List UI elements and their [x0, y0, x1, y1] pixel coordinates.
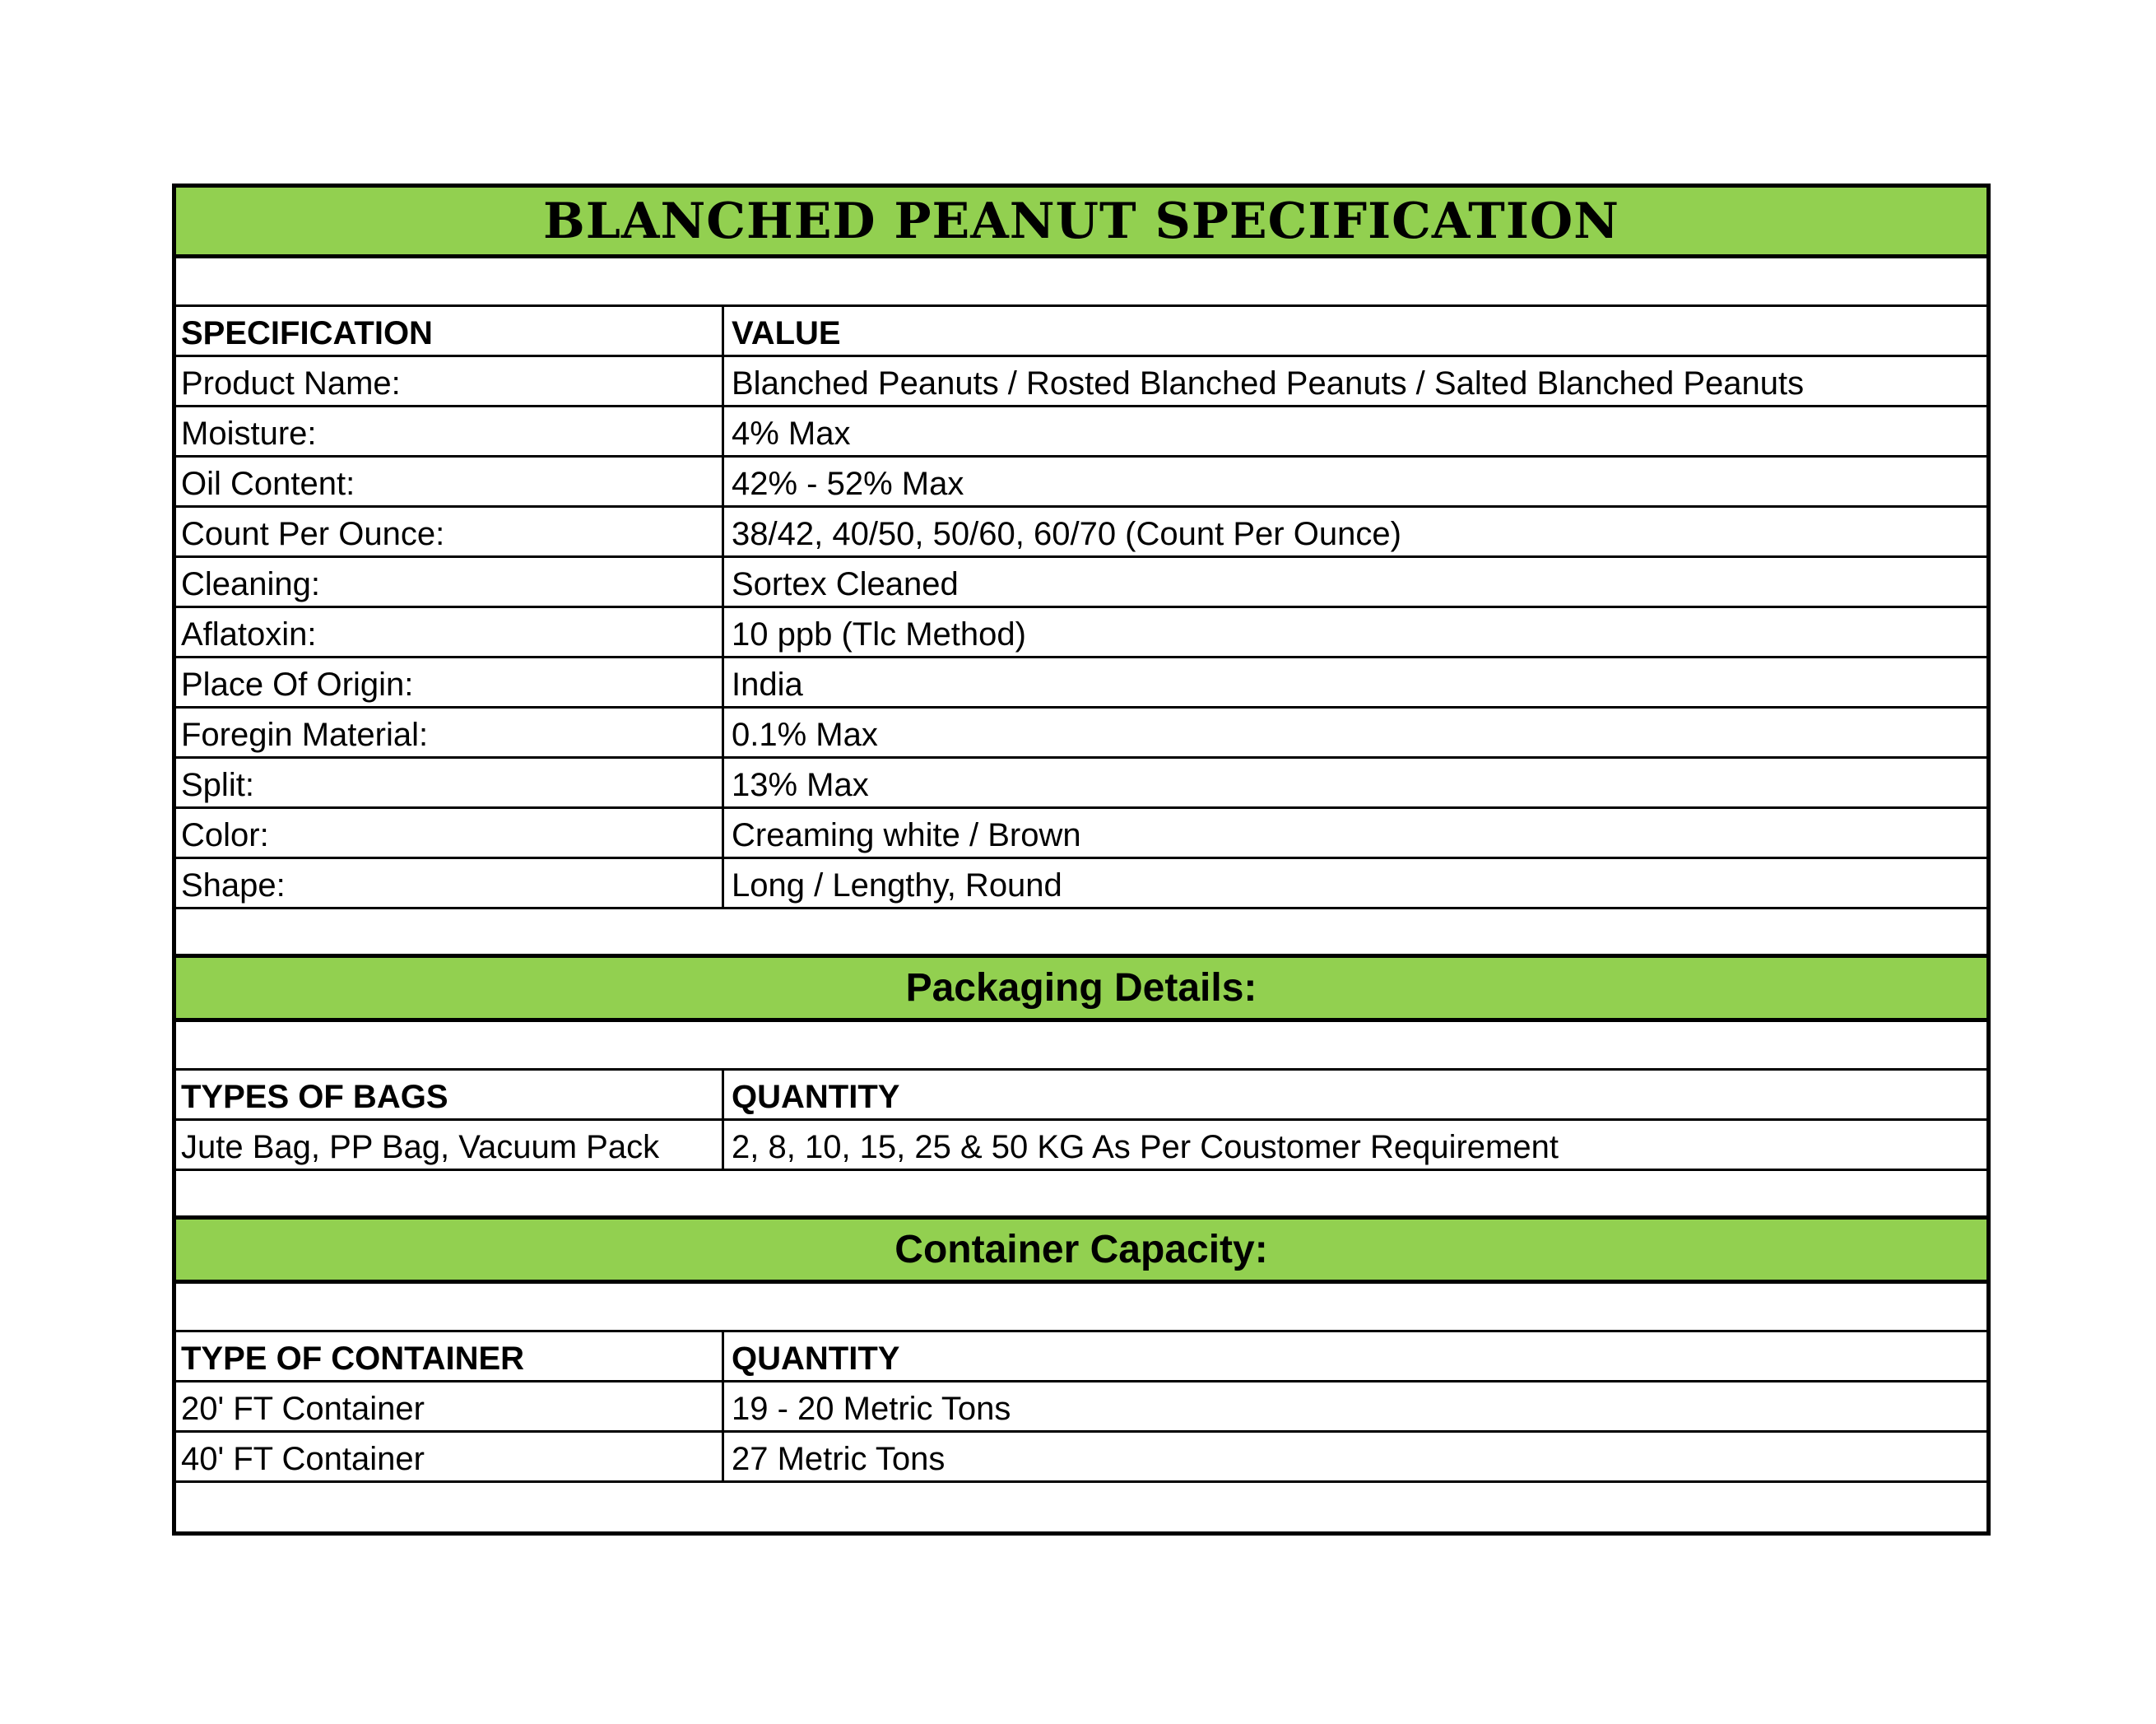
packaging-header-left: TYPES OF BAGS: [176, 1071, 724, 1118]
page-title-text: BLANCHED PEANUT SPECIFICATION: [542, 192, 1619, 250]
packaging-row: [176, 1121, 1986, 1171]
spec-sheet: [172, 184, 1991, 1536]
packaging-value: 2, 8, 10, 15, 25 & 50 KG As Per Coustomer Requirement: [732, 1129, 1559, 1165]
spec-value: 42% - 52% Max: [732, 466, 964, 502]
blank-row: [176, 1171, 1986, 1220]
spec-value: 13% Max: [732, 767, 869, 803]
blank-row: [176, 1284, 1986, 1332]
spec-value: 0.1% Max: [732, 717, 878, 753]
spec-label: Place Of Origin:: [176, 658, 724, 706]
spec-value: India: [732, 667, 803, 703]
spec-label: Split:: [176, 759, 724, 806]
packaging-section-title: [176, 958, 1986, 1022]
packaging-title-text: Packaging Details:: [905, 966, 1257, 1010]
spec-row: [176, 508, 1986, 558]
packaging-header-row: [176, 1071, 1986, 1121]
spec-value: 38/42, 40/50, 50/60, 60/70 (Count Per Ounce): [732, 516, 1401, 552]
container-row: [176, 1382, 1986, 1433]
packaging-label: Jute Bag, PP Bag, Vacuum Pack: [176, 1121, 724, 1169]
spec-row: [176, 558, 1986, 608]
spec-header-row: [176, 307, 1986, 357]
spec-value: Blanched Peanuts / Rosted Blanched Peanuts / Salted Blanched Peanuts: [732, 365, 1805, 402]
spec-label: Count Per Ounce:: [176, 508, 724, 555]
spec-label: Cleaning:: [176, 558, 724, 606]
spec-label: Product Name:: [176, 357, 724, 405]
blank-row: [176, 1483, 1986, 1531]
spec-row: [176, 658, 1986, 709]
spec-header-right: VALUE: [732, 315, 841, 351]
page-title: [176, 188, 1986, 258]
spec-row: [176, 859, 1986, 909]
spec-row: [176, 809, 1986, 859]
spec-label: Foregin Material:: [176, 709, 724, 756]
spec-value: Long / Lengthy, Round: [732, 867, 1062, 904]
spec-value: Sortex Cleaned: [732, 566, 959, 602]
spec-row: [176, 608, 1986, 658]
spec-row: [176, 458, 1986, 508]
container-label: 40' FT Container: [176, 1433, 724, 1480]
spec-header-left: SPECIFICATION: [176, 307, 724, 355]
spec-label: Moisture:: [176, 407, 724, 455]
spec-row: [176, 407, 1986, 458]
container-section-title: [176, 1220, 1986, 1284]
container-row: [176, 1433, 1986, 1483]
blank-row: [176, 909, 1986, 958]
packaging-header-right: QUANTITY: [732, 1079, 900, 1115]
container-header-row: [176, 1332, 1986, 1382]
container-value: 19 - 20 Metric Tons: [732, 1391, 1011, 1427]
spec-value: 10 ppb (Tlc Method): [732, 616, 1026, 653]
container-header-left: TYPE OF CONTAINER: [176, 1332, 724, 1380]
container-title-text: Container Capacity:: [894, 1228, 1268, 1271]
blank-row: [176, 258, 1986, 307]
container-header-right: QUANTITY: [732, 1341, 900, 1377]
blank-row: [176, 1022, 1986, 1071]
spec-label: Color:: [176, 809, 724, 857]
spec-value: Creaming white / Brown: [732, 817, 1081, 853]
spec-row: [176, 759, 1986, 809]
spec-row: [176, 709, 1986, 759]
container-label: 20' FT Container: [176, 1382, 724, 1430]
spec-label: Aflatoxin:: [176, 608, 724, 656]
container-value: 27 Metric Tons: [732, 1441, 946, 1477]
spec-row: [176, 357, 1986, 407]
spec-label: Shape:: [176, 859, 724, 907]
spec-value: 4% Max: [732, 416, 851, 452]
spec-label: Oil Content:: [176, 458, 724, 505]
